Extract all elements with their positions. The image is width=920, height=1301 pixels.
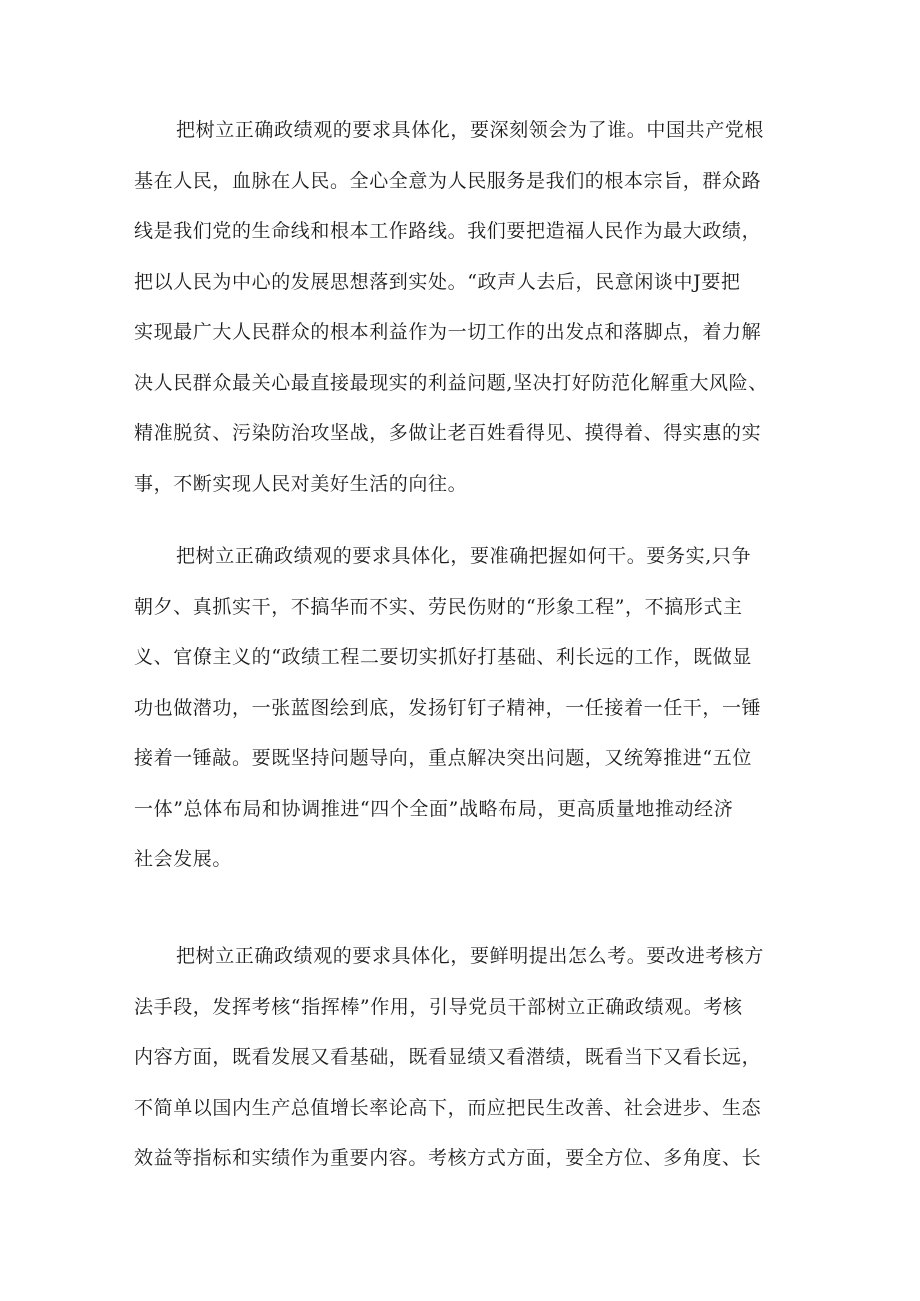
paragraph-line: 一体”总体布局和协调推进“四个全面”战略布局，更高质量地推动经济 — [134, 797, 734, 820]
paragraph-line: 功也做潜功，一张蓝图绘到底，发扬钉钉子精神，一任接着一任干，一锤 — [134, 696, 762, 719]
paragraph-line: 接着一锤敲。要既坚持问题导向，重点解决突出问题，又统筹推进“五位 — [134, 747, 752, 769]
paragraph-2 — [134, 531, 794, 885]
paragraph-line: 实现最广大人民群众的根本利益作为一切工作的出发点和落脚点，着力解 — [134, 321, 762, 343]
paragraph-line: 决人民群众最关心最直接最现实的利益问题,坚决打好防范化解重大风险、 — [134, 371, 768, 394]
paragraph-line: 基在人民，血脉在人民。全心全意为人民服务是我们的根本宗旨，群众路 — [134, 169, 762, 192]
paragraph-line: 效益等指标和实绩作为重要内容。考核方式方面，要全方位、多角度、长 — [134, 1147, 762, 1169]
paragraph-line: 社会发展。 — [134, 848, 233, 870]
paragraph-line: 精准脱贫、污染防治攻坚战，多做让老百姓看得见、摸得着、得实惠的实 — [134, 422, 762, 444]
paragraph-line: 义、官僚主义的“政绩工程二要切实抓好打基础、利长远的工作，既做显 — [134, 646, 752, 668]
paragraph-line: 线是我们党的生命线和根本工作路线。我们要把造福人民作为最大政绩， — [134, 220, 762, 242]
paragraph-line: 把树立正确政绩观的要求具体化，要深刻领会为了谁。中国共产党根 — [176, 119, 765, 141]
paragraph-1 — [134, 105, 794, 509]
paragraph-line: 事，不断实现人民对美好生活的向往。 — [134, 472, 468, 495]
paragraph-line: 把树立正确政绩观的要求具体化，要准确把握如何干。要务实,只争 — [176, 545, 752, 567]
paragraph-line: 不简单以国内生产总值增长率论高下，而应把民生改善、社会进步、生态 — [134, 1096, 762, 1119]
paragraph-line: 朝夕、真抓实干，不搞华而不实、劳民伤财的“形象工程”，不搞形式主 — [134, 595, 743, 618]
paragraph-line: 内容方面，既看发展又看基础，既看显绩又看潜绩，既看当下又看长远， — [134, 1046, 762, 1068]
paragraph-line: 法手段，发挥考核“指挥棒”作用，引导党员干部树立正确政绩观。考核 — [134, 995, 743, 1018]
paragraph-line: 把树立正确政绩观的要求具体化，要鲜明提出怎么考。要改进考核方 — [176, 945, 765, 967]
paragraph-3 — [134, 931, 794, 1184]
paragraph-line: 把以人民为中心的发展思想落到实处。“政声人去后，民意闲谈中J要把 — [134, 270, 741, 293]
